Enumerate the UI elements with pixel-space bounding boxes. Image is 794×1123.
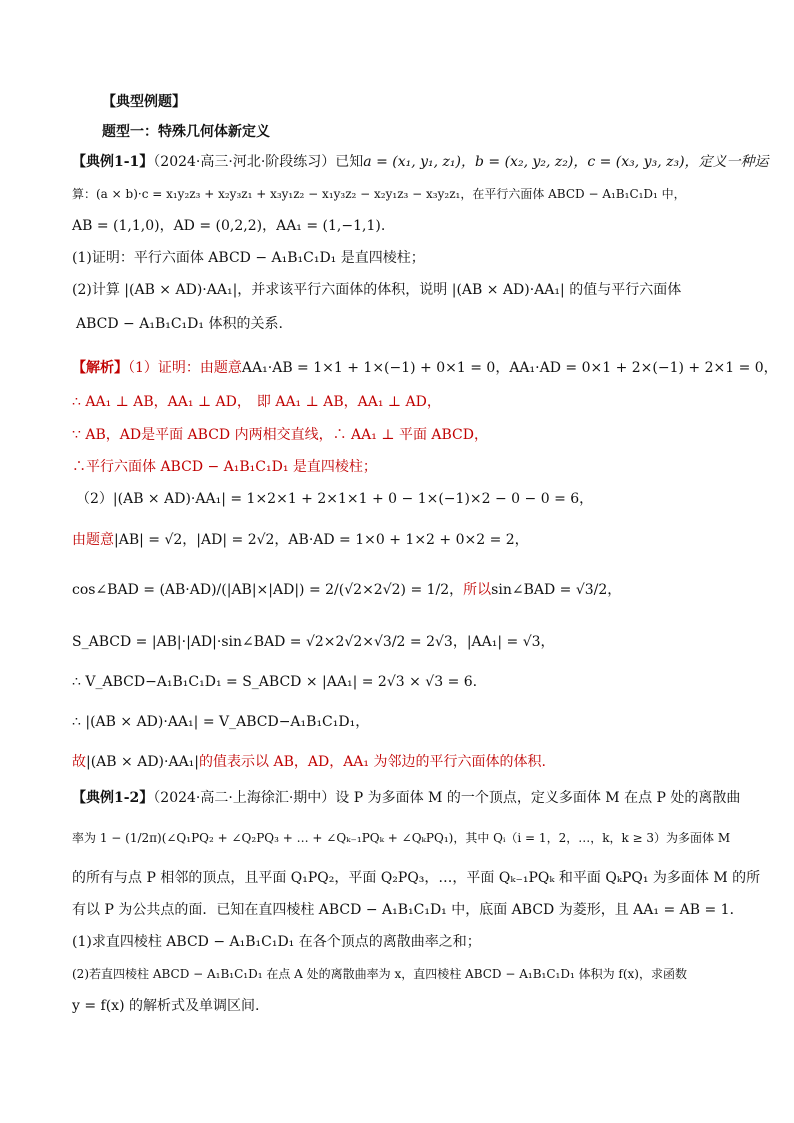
solution-line-1-intro: （1）证明：由题意 — [128, 360, 242, 376]
solution-line-3-b: 是平面 ABCD 内两相交直线， — [141, 427, 333, 443]
solution-line-5: （2）|(AB × AD)·AA₁| = 1×2×1 + 2×1×1 + 0 − 1×(−1)×2 − 0 − 0 = 6， — [76, 491, 594, 507]
example-1-2-question-2-b: y = f(x) 的解析式及单调区间. — [72, 998, 260, 1014]
example-1-1-source: （2024·高三·河北·阶段练习）已知 — [153, 154, 364, 170]
solution-line-7-b: 所以 — [463, 582, 492, 598]
solution-line-11 — [72, 752, 546, 772]
solution-line-9: ∴ V_ABCD−A₁B₁C₁D₁ = S_ABCD × |AA₁| = 2√3 × √3 = 6. — [72, 674, 478, 690]
solution-line-1 — [72, 358, 778, 378]
solution-line-1-dot-products: AA₁·AB = 1×1 + 1×(−1) + 0×1 = 0，AA₁·AD = 0×1 + 2×(−1) + 2×1 = 0， — [241, 360, 778, 376]
solution-line-7-c: sin∠BAD = √3/2， — [491, 582, 622, 598]
example-1-2-line-4: 有以 P 为公共点的面．已知在直四棱柱 ABCD − A₁B₁C₁D₁ 中，底面 ABCD 为菱形，且 AA₁ = AB = 1． — [72, 902, 744, 918]
example-1-1-question-2-b: ABCD − A₁B₁C₁D₁ 体积的关系. — [76, 316, 283, 332]
solution-line-6-a: 由题意 — [72, 532, 114, 548]
solution-line-3 — [72, 425, 488, 445]
example-1-1-question-1: (1)证明：平行六面体 ABCD − A₁B₁C₁D₁ 是直四棱柱； — [72, 250, 425, 266]
solution-tag: 【解析】 — [72, 360, 128, 376]
solution-line-6-b: |AB| = √2，|AD| = 2√2，AB·AD = 1×0 + 1×2 + 0×2 = 2， — [114, 532, 529, 548]
example-1-2-line-1 — [72, 788, 740, 808]
example-1-2-tag: 【典例1-2】 — [72, 790, 154, 806]
solution-line-2-a: ∴ AA₁ ⊥ AB，AA₁ ⊥ AD， — [72, 394, 251, 410]
solution-line-8: S_ABCD = |AB|·|AD|·sin∠BAD = √2×2√2×√3/2 = 2√3，|AA₁| = √3， — [72, 634, 555, 650]
example-1-1-line-1 — [72, 152, 769, 172]
example-1-2-question-2-a: (2)若直四棱柱 ABCD − A₁B₁C₁D₁ 在点 A 处的离散曲率为 x，直四棱柱 ABCD − A₁B₁C₁D₁ 体积为 f(x)，求函数 — [72, 967, 687, 981]
solution-line-2 — [72, 392, 441, 412]
solution-line-2-b: 即 AA₁ ⊥ AB，AA₁ ⊥ AD， — [256, 394, 441, 410]
example-1-1-line-3: AB = (1,1,0)，AD = (0,2,2)，AA₁ = (1,−1,1). — [72, 218, 386, 234]
solution-line-7-a: cos∠BAD = (AB·AD)/(|AB|×|AD|) = 2/(√2×2√2) = 1/2， — [72, 582, 464, 598]
section-heading: 【典型例题】 — [102, 94, 186, 110]
example-1-2-line-1-text: （2024·高二·上海徐汇·期中）设 P 为多面体 M 的一个顶点，定义多面体 M 在点 P 处的离散曲 — [153, 790, 741, 806]
solution-line-3-c: ∴ AA₁ ⊥ 平面 ABCD， — [332, 427, 488, 443]
example-1-2-question-1: (1)求直四棱柱 ABCD − A₁B₁C₁D₁ 在各个顶点的离散曲率之和； — [72, 934, 481, 950]
example-1-1-line-2: 算：(a × b)·c = x₁y₂z₃ + x₂y₃z₁ + x₃y₁z₂ − x₁y₃z₂ − x₂y₁z₃ − x₃y₂z₁，在平行六面体 ABCD − A₁B₁C₁D₁ 中， — [72, 187, 686, 201]
solution-line-11-c: 的值表示以 AB，AD，AA₁ 为邻边的平行六面体的体积. — [199, 754, 546, 770]
solution-line-10: ∴ |(AB × AD)·AA₁| = V_ABCD−A₁B₁C₁D₁， — [72, 714, 370, 730]
solution-line-4: ∴平行六面体 ABCD − A₁B₁C₁D₁ 是直四棱柱； — [72, 459, 377, 475]
solution-line-3-a: ∵ AB，AD — [72, 427, 142, 443]
solution-line-11-b: |(AB × AD)·AA₁| — [86, 754, 200, 770]
example-1-2-line-3: 的所有与点 P 相邻的顶点，且平面 Q₁PQ₂，平面 Q₂PQ₃，…，平面 Qₖ₋₁PQₖ 和平面 QₖPQ₁ 为多面体 M 的所 — [72, 870, 761, 886]
solution-line-7 — [72, 580, 621, 600]
example-1-1-vector-definition: a = (x₁, y₁, z₁)，b = (x₂, y₂, z₂)，c = (x₃, y₃, z₃)，定义一种运 — [363, 154, 769, 170]
solution-line-6 — [72, 530, 529, 550]
question-type-title: 题型一：特殊几何体新定义 — [102, 124, 270, 140]
example-1-1-tag: 【典例1-1】 — [72, 154, 154, 170]
example-1-2-line-2: 率为 1 − (1/2π)(∠Q₁PQ₂ + ∠Q₂PQ₃ + … + ∠Qₖ₋₁PQₖ + ∠QₖPQ₁)，其中 Qᵢ（i = 1，2，…，k，k ≥ 3）为多面体 M — [72, 831, 731, 845]
example-1-1-question-2-a: (2)计算 |(AB × AD)·AA₁|，并求该平行六面体的体积，说明 |(AB × AD)·AA₁| 的值与平行六面体 — [72, 282, 682, 298]
solution-line-11-a: 故 — [72, 754, 86, 770]
